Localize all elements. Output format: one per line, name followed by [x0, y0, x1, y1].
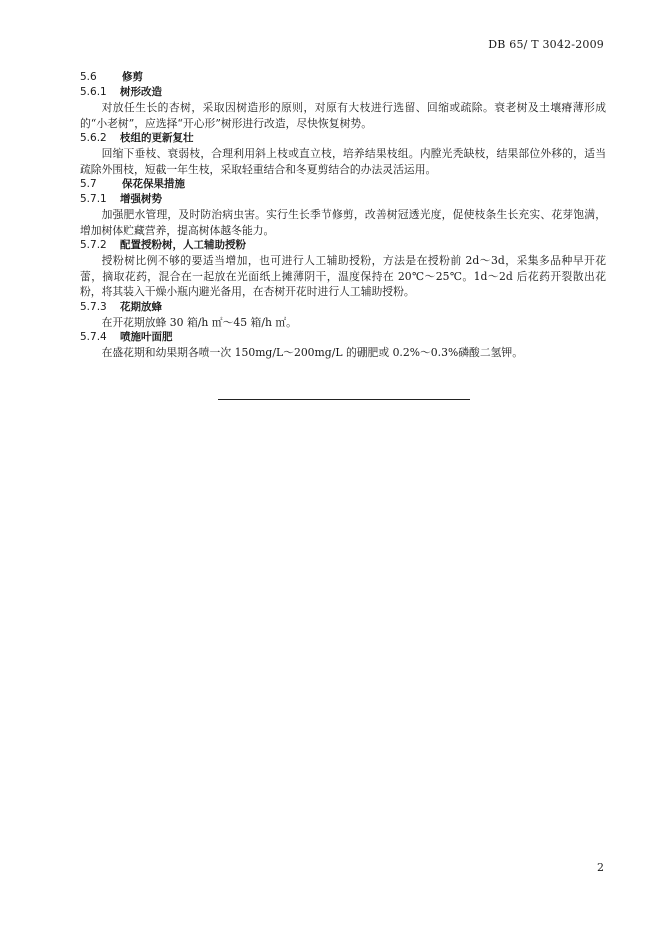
section-heading-5-7-3: [80, 300, 606, 315]
section-heading-5-6-2: [80, 131, 606, 146]
section-heading-5-7-4: [80, 330, 606, 345]
section-title: 喷施叶面肥: [120, 331, 173, 343]
page-number: 2: [597, 861, 604, 874]
section-heading-5-6: [80, 70, 606, 85]
section-paragraph: 授粉树比例不够的要适当增加，也可进行人工辅助授粉，方法是在授粉前 2d～3d，采集多品种早开花蕾，摘取花药，混合在一起放在光面纸上摊薄阴干，温度保持在 20℃～25℃。1d～2d 后花药开裂散出花粉，将其装入干燥小瓶内避光备用，在杏树开花时进行人工辅助授粉。: [80, 254, 606, 298]
section-heading-5-7-1: [80, 192, 606, 207]
section-title: 修剪: [122, 71, 143, 83]
section-title: 花期放蜂: [120, 300, 162, 313]
section-title: 树形改造: [120, 86, 162, 98]
section-paragraph: 加强肥水管理，及时防治病虫害。实行生长季节修剪，改善树冠透光度，促使枝条生长充实、花芽饱满，增加树体贮藏营养，提高树体越冬能力。: [80, 208, 606, 237]
section-paragraph: 回缩下垂枝、衰弱枝，合理利用斜上枝或直立枝，培养结果枝组。内膛光秃缺枝，结果部位外移的，适当疏除外围枝，短截一年生枝，采取轻重结合和冬夏剪结合的办法灵活运用。: [80, 147, 606, 176]
section-title: 增强树势: [120, 193, 162, 205]
section-title: 配置授粉树，人工辅助授粉: [120, 239, 246, 251]
section-title: 枝组的更新复壮: [120, 132, 194, 144]
section-number: 5.6: [80, 71, 97, 83]
section-title: 保花保果措施: [122, 178, 185, 190]
section-paragraph: 在开花期放蜂 30 箱/h ㎡～45 箱/h ㎡。: [101, 315, 297, 329]
end-rule: [218, 399, 470, 400]
section-heading-5-7: [80, 177, 606, 192]
section-heading-5-6-1: [80, 85, 606, 100]
section-number: 5.7: [80, 178, 97, 190]
section-number: 5.7.4: [80, 331, 107, 343]
document-code: DB 65/ T 3042-2009: [488, 38, 604, 51]
section-number: 5.7.1: [80, 193, 107, 205]
section-paragraph: 在盛花期和幼果期各喷一次 150mg/L～200mg/L 的硼肥或 0.2%～0.3%磷酸二氢钾。: [101, 346, 524, 359]
document-body: [80, 70, 606, 361]
section-number: 5.7.2: [80, 239, 107, 251]
section-number: 5.6.2: [80, 132, 107, 144]
section-number: 5.6.1: [80, 86, 107, 98]
section-paragraph: 对放任生长的杏树，采取因树造形的原则，对原有大枝进行选留、回缩或疏除。衰老树及土壤瘠薄形成的“小老树”，应选择“开心形”树形进行改造，尽快恢复树势。: [80, 101, 606, 130]
section-number: 5.7.3: [80, 300, 107, 313]
section-heading-5-7-2: [80, 238, 606, 253]
